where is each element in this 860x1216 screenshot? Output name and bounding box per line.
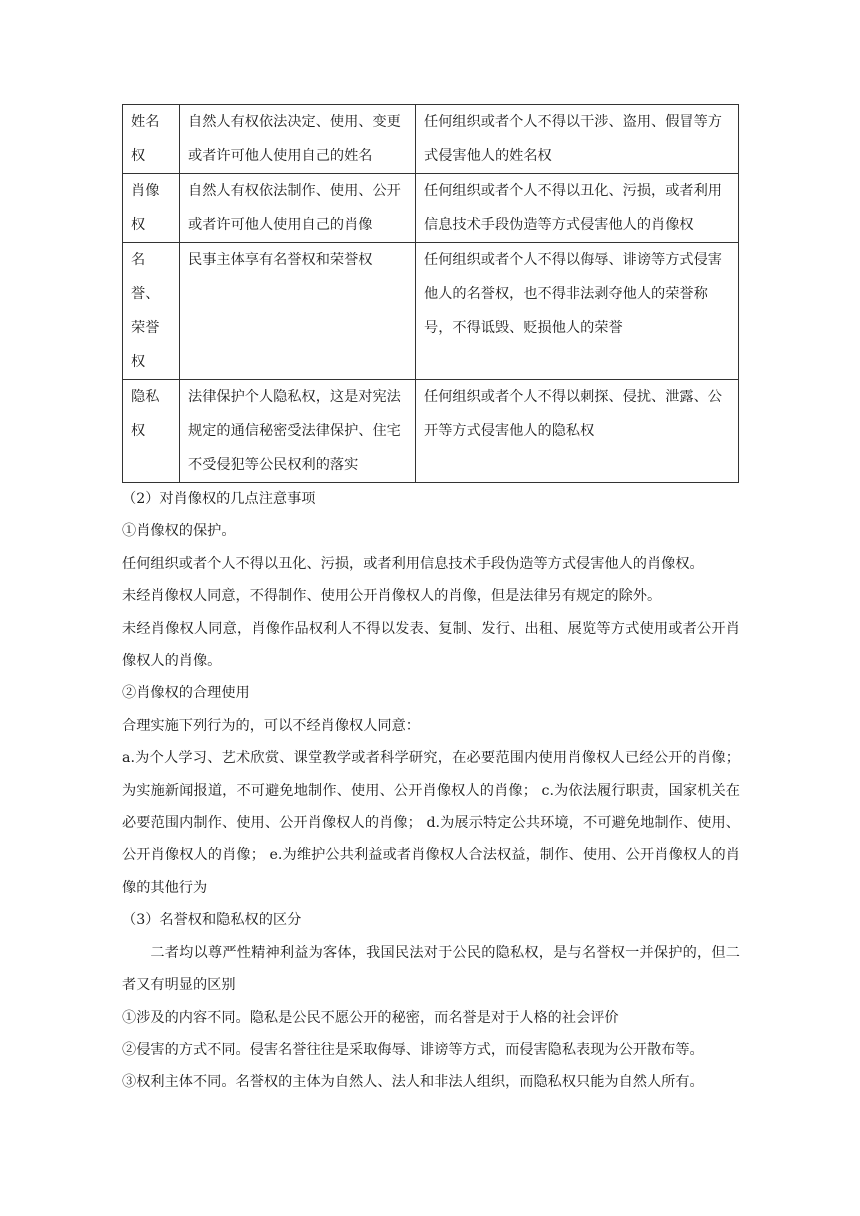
table-row — [123, 243, 739, 380]
paragraph: 未经肖像权人同意，不得制作、使用公开肖像权人的肖像，但是法律另有规定的除外。 — [122, 588, 662, 605]
paragraph: 任何组织或者个人不得以丑化、污损，或者利用信息技术手段伪造等方式侵害他人的肖像权。 — [122, 555, 704, 572]
right-protection-cell: 任何组织或者个人不得以刺探、侵扰、泄露、公开等方式侵害他人的隐私权 — [416, 380, 739, 483]
right-name-cell: 姓名权 — [123, 105, 180, 174]
right-content-cell: 民事主体享有名誉权和荣誉权 — [180, 243, 416, 380]
table-row — [123, 105, 739, 174]
right-content-cell: 自然人有权依法制作、使用、公开或者许可他人使用自己的肖像 — [180, 174, 416, 243]
section-heading: （3）名誉权和隐私权的区分 — [122, 912, 302, 929]
section-heading: （2）对肖像权的几点注意事项 — [122, 491, 316, 507]
right-name-cell: 名誉、荣誉权 — [123, 243, 180, 380]
paragraph: a.为个人学习、艺术欣赏、课堂教学或者科学研究，在必要范围内使用肖像权人已经公开的肖像；为实施新闻报道，不可避免地制作、使用、公开肖像权人的肖像； c.为依法履行职责，国家机关在必要范围内制作、使用、公开肖像权人的肖像； d.为展示特定公共环境，不可避免地制作、使用、公开肖像权人的肖像； e.为维护公共利益或者肖像权人合法权益，制作、使用、公开肖像权人的肖像的其他行为 — [122, 750, 740, 896]
list-item: ①涉及的内容不同。隐私是公民不愿公开的秘密，而名誉是对于人格的社会评价 — [122, 1009, 619, 1026]
right-content-cell: 法律保护个人隐私权，这是对宪法规定的通信秘密受法律保护、住宅不受侵犯等公民权利的落实 — [180, 380, 416, 483]
table-row — [123, 174, 739, 243]
paragraph: 二者均以尊严性精神利益为客体，我国民法对于公民的隐私权，是与名誉权一并保护的，但二者又有明显的区别 — [122, 944, 740, 994]
document-page — [122, 104, 740, 1099]
subheading: ①肖像权的保护。 — [122, 523, 236, 540]
right-protection-cell: 任何组织或者个人不得以丑化、污损，或者利用信息技术手段伪造等方式侵害他人的肖像权 — [416, 174, 739, 243]
right-content-cell: 自然人有权依法决定、使用、变更或者许可他人使用自己的姓名 — [180, 105, 416, 174]
list-item: ②侵害的方式不同。侵害名誉往往是采取侮辱、诽谤等方式，而侵害隐私表现为公开散布等。 — [122, 1041, 704, 1058]
paragraph: 未经肖像权人同意，肖像作品权利人不得以发表、复制、发行、出租、展览等方式使用或者公开肖像权人的肖像。 — [122, 620, 740, 670]
right-protection-cell: 任何组织或者个人不得以干涉、盗用、假冒等方式侵害他人的姓名权 — [416, 105, 739, 174]
subheading: ②肖像权的合理使用 — [122, 685, 250, 702]
body-text — [122, 483, 740, 1099]
right-protection-cell: 任何组织或者个人不得以侮辱、诽谤等方式侵害他人的名誉权，也不得非法剥夺他人的荣誉称号，不得诋毁、贬损他人的荣誉 — [416, 243, 739, 380]
table-row — [123, 380, 739, 483]
paragraph: 合理实施下列行为的，可以不经肖像权人同意： — [122, 717, 420, 734]
right-name-cell: 肖像权 — [123, 174, 180, 243]
right-name-cell: 隐私权 — [123, 380, 180, 483]
list-item: ③权利主体不同。名誉权的主体为自然人、法人和非法人组织，而隐私权只能为自然人所有。 — [122, 1074, 704, 1091]
rights-table — [122, 104, 739, 483]
